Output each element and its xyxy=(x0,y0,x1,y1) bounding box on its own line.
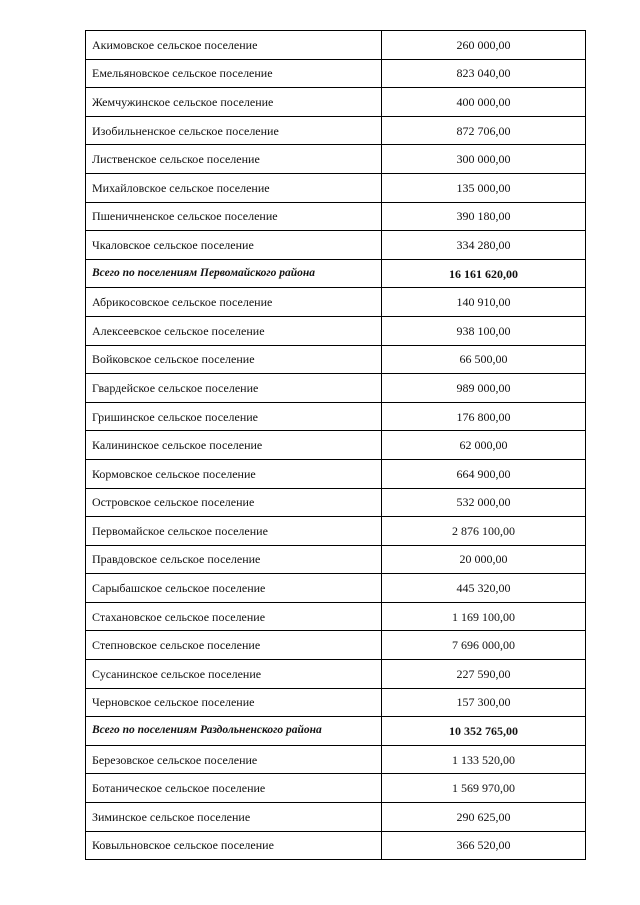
settlement-amount: 157 300,00 xyxy=(382,688,586,717)
settlement-amount: 176 800,00 xyxy=(382,402,586,431)
settlement-name: Ковыльновское сельское поселение xyxy=(86,831,382,860)
settlement-amount: 989 000,00 xyxy=(382,374,586,403)
settlement-name: Сусанинское сельское поселение xyxy=(86,660,382,689)
settlement-name: Алексеевское сельское поселение xyxy=(86,316,382,345)
settlement-amount: 390 180,00 xyxy=(382,202,586,231)
settlement-name: Сарыбашское сельское поселение xyxy=(86,574,382,603)
settlement-amount: 66 500,00 xyxy=(382,345,586,374)
settlement-amount: 227 590,00 xyxy=(382,660,586,689)
table-row xyxy=(86,517,586,546)
table-row xyxy=(86,660,586,689)
table-row xyxy=(86,59,586,88)
settlement-name: Гвардейское сельское поселение xyxy=(86,374,382,403)
settlement-amount: 1 569 970,00 xyxy=(382,774,586,803)
settlement-amount: 400 000,00 xyxy=(382,88,586,117)
table-row xyxy=(86,431,586,460)
district-total-amount: 10 352 765,00 xyxy=(382,717,586,746)
settlement-name: Емельяновское сельское поселение xyxy=(86,59,382,88)
settlement-amount: 532 000,00 xyxy=(382,488,586,517)
table-row xyxy=(86,488,586,517)
settlement-name: Пшеничненское сельское поселение xyxy=(86,202,382,231)
table-row xyxy=(86,831,586,860)
table-row xyxy=(86,31,586,60)
settlement-amount: 445 320,00 xyxy=(382,574,586,603)
table-row xyxy=(86,288,586,317)
table-row xyxy=(86,345,586,374)
table-row xyxy=(86,574,586,603)
settlement-amount: 135 000,00 xyxy=(382,173,586,202)
settlement-amount: 664 900,00 xyxy=(382,459,586,488)
settlement-name: Правдовское сельское поселение xyxy=(86,545,382,574)
settlement-name: Лиственское сельское поселение xyxy=(86,145,382,174)
settlements-budget-table xyxy=(85,30,586,860)
table-row xyxy=(86,231,586,260)
table-row xyxy=(86,545,586,574)
settlement-amount: 938 100,00 xyxy=(382,316,586,345)
settlement-name: Ботаническое сельское поселение xyxy=(86,774,382,803)
settlement-amount: 62 000,00 xyxy=(382,431,586,460)
settlement-amount: 2 876 100,00 xyxy=(382,517,586,546)
settlement-amount: 823 040,00 xyxy=(382,59,586,88)
table-row xyxy=(86,774,586,803)
settlement-amount: 140 910,00 xyxy=(382,288,586,317)
settlement-amount: 872 706,00 xyxy=(382,116,586,145)
settlement-amount: 334 280,00 xyxy=(382,231,586,260)
settlement-name: Гришинское сельское поселение xyxy=(86,402,382,431)
district-total-label: Всего по поселениям Первомайского района xyxy=(86,259,382,288)
settlement-name: Черновское сельское поселение xyxy=(86,688,382,717)
settlement-name: Зиминское сельское поселение xyxy=(86,803,382,832)
district-total-row xyxy=(86,259,586,288)
settlement-amount: 1 133 520,00 xyxy=(382,745,586,774)
table-row xyxy=(86,316,586,345)
district-total-amount: 16 161 620,00 xyxy=(382,259,586,288)
table-row xyxy=(86,145,586,174)
settlement-name: Стахановское сельское поселение xyxy=(86,602,382,631)
table-row xyxy=(86,402,586,431)
table-body xyxy=(86,31,586,860)
settlement-amount: 1 169 100,00 xyxy=(382,602,586,631)
settlement-amount: 260 000,00 xyxy=(382,31,586,60)
table-row xyxy=(86,459,586,488)
settlement-name: Калининское сельское поселение xyxy=(86,431,382,460)
settlement-name: Абрикосовское сельское поселение xyxy=(86,288,382,317)
district-total-row xyxy=(86,717,586,746)
settlement-name: Изобильненское сельское поселение xyxy=(86,116,382,145)
settlement-name: Чкаловское сельское поселение xyxy=(86,231,382,260)
settlement-name: Первомайское сельское поселение xyxy=(86,517,382,546)
table-row xyxy=(86,374,586,403)
district-total-label: Всего по поселениям Раздольненского района xyxy=(86,717,382,746)
settlement-name: Михайловское сельское поселение xyxy=(86,173,382,202)
settlement-name: Кормовское сельское поселение xyxy=(86,459,382,488)
table-row xyxy=(86,745,586,774)
table-row xyxy=(86,688,586,717)
settlement-amount: 20 000,00 xyxy=(382,545,586,574)
table-row xyxy=(86,631,586,660)
settlement-amount: 7 696 000,00 xyxy=(382,631,586,660)
table-row xyxy=(86,88,586,117)
settlement-name: Островское сельское поселение xyxy=(86,488,382,517)
settlement-name: Акимовское сельское поселение xyxy=(86,31,382,60)
settlement-name: Березовское сельское поселение xyxy=(86,745,382,774)
settlement-name: Степновское сельское поселение xyxy=(86,631,382,660)
table-row xyxy=(86,202,586,231)
table-row xyxy=(86,116,586,145)
settlement-amount: 366 520,00 xyxy=(382,831,586,860)
table-row xyxy=(86,803,586,832)
settlement-name: Войковское сельское поселение xyxy=(86,345,382,374)
settlement-name: Жемчужинское сельское поселение xyxy=(86,88,382,117)
table-row xyxy=(86,602,586,631)
settlement-amount: 300 000,00 xyxy=(382,145,586,174)
table-row xyxy=(86,173,586,202)
settlement-amount: 290 625,00 xyxy=(382,803,586,832)
